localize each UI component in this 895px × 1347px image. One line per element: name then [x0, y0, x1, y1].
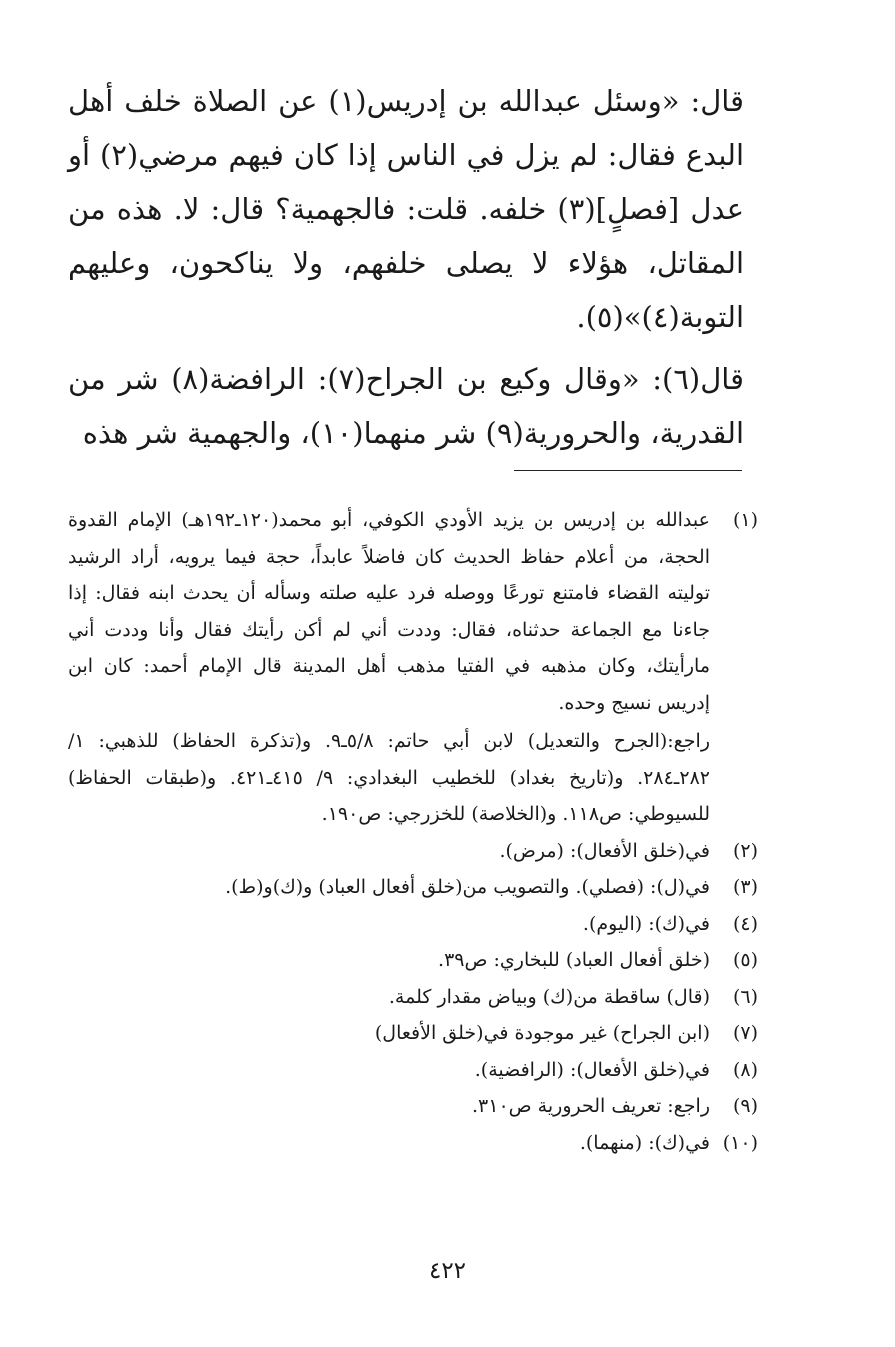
footnote-text	[68, 1015, 714, 1052]
footnote-paragraph: في(خلق الأفعال): (مرض).	[499, 839, 710, 862]
footnote-number: (٢)	[732, 839, 758, 862]
footnote-number: (٧)	[732, 1022, 758, 1044]
footnote-paragraph: راجع: تعريف الحرورية ص٣١٠.	[471, 1095, 710, 1117]
footnote-text	[68, 869, 714, 906]
footnote-number: (٦)	[732, 985, 758, 1008]
footnote-item	[68, 942, 758, 979]
footnote-text	[68, 1052, 714, 1089]
footnote-item	[68, 869, 758, 906]
page-number: ٤٢٢	[428, 1258, 467, 1284]
footnote-text	[68, 906, 714, 943]
footnote-number: (١)	[732, 509, 758, 531]
footnote-item	[68, 1088, 758, 1125]
footnote-item	[68, 906, 758, 943]
footnote-item	[68, 979, 758, 1016]
footnote-paragraph: عبدالله بن إدريس بن يزيد الأودي الكوفي، أبو محمد(١٢٠ـ١٩٢هـ) الإمام القدوة الحجة، من أعلام حفاظ الحديث كان فاضلاً عابداً، حجة فيما يرويه، أراد الرشيد توليته القضاء فامتنع تورعًا ووصله فرد عليه صلته وسأله أن يحدث ابنه فقال: إذا جاءنا مع الجماعة حدثناه، فقال: وددت أني لم أكن رأيتك فقال وأنا وددت أني مارأيتك، وكان مذهبه في الفتيا مذهب أهل المدينة قال الإمام أحمد: كان ابن إدريس نسيج وحده.	[68, 509, 710, 714]
footnote-paragraph: في(ك): (منهما).	[579, 1131, 710, 1154]
footnote-text	[68, 942, 714, 979]
footnote-text	[68, 502, 714, 833]
footnote-item	[68, 1125, 758, 1162]
footnote-number: (٨)	[732, 1058, 758, 1081]
footnote-number: (١٠)	[722, 1131, 758, 1154]
footnote-paragraph: (قال) ساقطة من(ك) وبياض مقدار كلمة.	[388, 985, 710, 1008]
footnote-text	[68, 1125, 714, 1162]
footnote-number: (٩)	[732, 1095, 758, 1117]
footnote-item	[68, 1015, 758, 1052]
footnote-paragraph: في(ك): (اليوم).	[582, 912, 710, 935]
footnote-number: (٥)	[732, 949, 758, 971]
footnote-paragraph: (ابن الجراح) غير موجودة في(خلق الأفعال)	[374, 1022, 710, 1044]
footnote-text	[68, 979, 714, 1016]
footnote-number: (٣)	[732, 876, 758, 898]
main-paragraph: قال: «وسئل عبدالله بن إدريس(١) عن الصلاة خلف أهل البدع فقال: لم يزل في الناس إذا كان فيهم مرضي(٢) أو عدل [فصلٍ](٣) خلفه. قلت: فالجهمية؟ قال: لا. هذه من المقاتل، هؤلاء لا يصلى خلفهم، ولا يناكحون، وعليهم التوبة(٤)»(٥).	[68, 84, 745, 334]
footnote-paragraph: في(خلق الأفعال): (الرافضية).	[474, 1058, 710, 1081]
main-paragraph: قال(٦): «وقال وكيع بن الجراح(٧): الرافضة(٨) شر من القدرية، والحرورية(٩) شر منهما(١٠)، والجهمية شر هذه	[68, 362, 744, 450]
footnotes	[68, 502, 758, 1161]
footnote-item	[68, 1052, 758, 1089]
footnote-item	[68, 833, 758, 870]
footnote-paragraph: في(ل): (فصلي). والتصويب من(خلق أفعال العباد) و(ك)و(ط).	[225, 876, 710, 898]
footnote-paragraph: (خلق أفعال العباد) للبخاري: ص٣٩.	[438, 949, 710, 971]
footnote-paragraph: راجع:(الجرح والتعديل) لابن أبي حاتم: ٥/٨ـ٩. و(تذكرة الحفاظ) للذهبي: ١/ ٢٨٢ـ٢٨٤. و(تاريخ بغداد) للخطيب البغدادي: ٩/ ٤١٥ـ٤٢١. و(طبقات الحفاظ) للسيوطي: ص١١٨. و(الخلاصة) للخزرجي: ص١٩٠.	[68, 730, 710, 825]
footnote-number: (٤)	[732, 912, 758, 935]
footnote-separator	[514, 470, 742, 471]
footnote-text	[68, 1088, 714, 1125]
footnote-text	[68, 833, 714, 870]
main-text	[68, 74, 744, 460]
footnote-item	[68, 502, 758, 833]
